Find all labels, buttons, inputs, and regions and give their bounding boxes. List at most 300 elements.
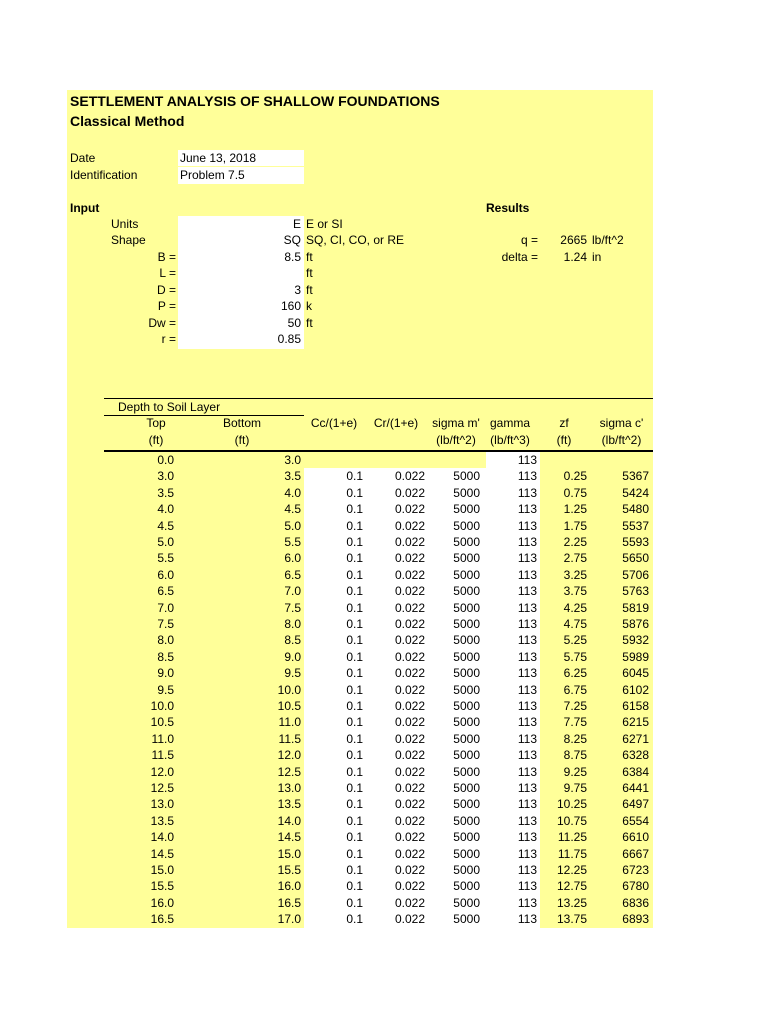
table-cell: 9.5 [284, 666, 301, 681]
table-cell: 4.5 [284, 502, 301, 517]
header-bottom-unit: (ft) [234, 433, 250, 447]
table-cell: 6497 [622, 797, 649, 812]
table-cell: 3.0 [284, 453, 301, 467]
table-cell: 5367 [622, 469, 649, 484]
table-row [67, 567, 653, 583]
table-cell[interactable]: 5000 [453, 584, 480, 599]
table-row [67, 764, 653, 780]
table-cell: 7.5 [157, 617, 174, 631]
table-cell[interactable]: 0.022 [394, 764, 425, 779]
table-cell[interactable]: 5000 [453, 797, 480, 812]
table-cell[interactable]: 0.022 [394, 518, 425, 533]
table-cell: 12.5 [277, 764, 301, 779]
table-row [67, 862, 653, 878]
table-cell[interactable]: 113 [517, 551, 537, 566]
table-cell[interactable]: 0.1 [346, 518, 363, 533]
input-unit: ft [306, 266, 313, 280]
table-cell[interactable]: 0.022 [394, 863, 425, 877]
table-row [67, 665, 653, 681]
table-cell: 6667 [622, 846, 649, 861]
table-cell[interactable]: 113 [517, 797, 537, 812]
table-cell[interactable]: 113 [517, 830, 537, 845]
input-label: L = [159, 266, 176, 280]
table-cell: 6271 [622, 731, 649, 746]
table-cell: 14.0 [150, 830, 174, 845]
table-cell: 12.0 [150, 764, 174, 779]
table-cell: 6215 [622, 715, 649, 730]
table-cell[interactable]: 0.1 [346, 469, 363, 484]
table-cell: 5819 [622, 600, 649, 615]
date-label: Date [70, 151, 96, 165]
table-cell[interactable]: 113 [517, 813, 537, 828]
table-cell[interactable]: 113 [517, 485, 537, 500]
table-cell: 10.75 [556, 813, 587, 828]
table-cell[interactable]: 5000 [453, 518, 480, 533]
table-cell[interactable]: 0.1 [346, 485, 363, 500]
table-cell[interactable]: 5000 [453, 600, 480, 615]
table-cell[interactable]: 0.022 [394, 682, 425, 697]
table-cell: 6610 [622, 830, 649, 845]
table-row [67, 846, 653, 862]
table-cell: 13.5 [150, 813, 174, 828]
table-cell[interactable]: 0.022 [394, 649, 425, 664]
table-cell[interactable]: 113 [517, 764, 537, 779]
table-cell: 5480 [622, 502, 649, 517]
table-cell[interactable]: 5000 [453, 830, 480, 845]
table-cell: 3.5 [157, 485, 174, 500]
header-sigma-m: sigma m' [432, 416, 480, 430]
table-cell[interactable]: 0.1 [346, 535, 363, 549]
table-cell: 5593 [622, 535, 649, 549]
table-cell[interactable]: 113 [517, 518, 537, 533]
table-cell: 8.5 [157, 649, 174, 664]
table-cell[interactable]: 5000 [453, 469, 480, 484]
table-cell: 13.0 [150, 797, 174, 812]
table-cell: 12.0 [277, 748, 301, 763]
table-cell: 16.0 [277, 879, 301, 894]
table-cell[interactable]: 0.1 [346, 666, 363, 681]
result-unit: lb/ft^2 [592, 233, 624, 247]
table-cell: 6384 [622, 764, 649, 779]
table-cell[interactable]: 0.022 [394, 912, 425, 927]
table-cell: 0.75 [563, 485, 587, 500]
table-cell[interactable]: 113 [517, 584, 537, 599]
table-row [67, 698, 653, 714]
table-cell: 16.5 [277, 895, 301, 910]
table-cell: 9.0 [157, 666, 174, 681]
table-cell: 12.75 [556, 879, 587, 894]
table-cell: 12.5 [150, 781, 174, 795]
input-label: Dw = [148, 316, 176, 330]
table-cell[interactable]: 113 [517, 502, 537, 517]
identification-label: Identification [70, 168, 138, 182]
header-top: Top [146, 416, 166, 430]
table-cell: 16.0 [150, 895, 174, 910]
table-row [67, 682, 653, 698]
table-cell[interactable]: 0.1 [346, 912, 363, 927]
table-cell: 14.5 [150, 846, 174, 861]
table-cell[interactable]: 0.022 [394, 535, 425, 549]
table-cell: 14.0 [277, 813, 301, 828]
table-cell: 7.0 [157, 600, 174, 615]
input-value[interactable]: 8.5 [284, 250, 301, 264]
table-cell: 2.75 [563, 551, 587, 566]
table-cell[interactable]: 0.022 [394, 485, 425, 500]
table-cell[interactable]: 0.1 [346, 699, 363, 713]
table-row [67, 796, 653, 812]
input-value[interactable]: 3 [294, 283, 301, 297]
table-cell[interactable]: 5000 [453, 699, 480, 713]
table-cell: 6554 [622, 813, 649, 828]
table-cell: 6441 [622, 781, 649, 795]
table-cell[interactable]: 5000 [453, 715, 480, 730]
table-cell[interactable]: 113 [517, 715, 537, 730]
table-row [67, 780, 653, 796]
table-cell: 6.5 [157, 584, 174, 599]
table-cell[interactable]: 113 [517, 567, 537, 582]
table-cell[interactable]: 113 [517, 879, 537, 894]
table-cell: 7.0 [284, 584, 301, 599]
input-value[interactable]: 160 [280, 299, 301, 313]
table-cell: 3.75 [563, 584, 587, 599]
table-cell[interactable]: 0.022 [394, 830, 425, 845]
header-sigma-c-unit: (lb/ft^2) [601, 433, 642, 447]
date-value: June 13, 2018 [180, 151, 257, 165]
table-cell: 8.25 [563, 731, 587, 746]
table-cell: 11.5 [151, 748, 174, 763]
table-cell: 0.25 [563, 469, 587, 484]
table-cell: 6.75 [563, 682, 587, 697]
results-heading: Results [486, 201, 530, 215]
table-cell[interactable]: 113 [517, 912, 537, 927]
table-cell[interactable]: 5000 [453, 567, 480, 582]
table-cell: 12.25 [556, 863, 587, 877]
table-cell: 15.5 [277, 863, 301, 877]
table-cell[interactable]: 5000 [453, 502, 480, 517]
table-cell: 6.25 [563, 666, 587, 681]
table-cell: 4.25 [563, 600, 587, 615]
table-cell[interactable]: 0.022 [394, 879, 425, 894]
table-cell[interactable]: 0.1 [346, 781, 363, 795]
table-row [67, 550, 653, 566]
result-label: q = [520, 233, 538, 247]
table-row [67, 714, 653, 730]
table-cell: 11.75 [557, 846, 587, 861]
table-cell: 0.0 [157, 453, 174, 467]
table-row [67, 632, 653, 648]
table-cell: 16.5 [150, 912, 174, 927]
header-zf-unit: (ft) [556, 433, 572, 447]
input-unit: k [306, 299, 312, 313]
table-cell: 15.5 [150, 879, 174, 894]
table-cell[interactable]: 0.1 [346, 649, 363, 664]
table-cell[interactable]: 0.1 [346, 846, 363, 861]
table-cell: 3.5 [284, 469, 301, 484]
table-cell[interactable]: 5000 [453, 617, 480, 631]
table-cell[interactable]: 113 [517, 633, 537, 648]
table-row [67, 452, 653, 468]
table-group-header: Depth to Soil Layer [118, 400, 221, 414]
table-cell[interactable]: 0.1 [346, 567, 363, 582]
table-cell[interactable]: 0.1 [346, 879, 363, 894]
table-cell: 5.5 [284, 535, 301, 549]
table-cell[interactable]: 113 [517, 666, 537, 681]
table-cell: 13.25 [556, 895, 587, 910]
table-cell: 5.0 [284, 518, 301, 533]
header-cc: Cc/(1+e) [310, 416, 358, 430]
input-value[interactable]: SQ [283, 233, 301, 247]
input-value[interactable]: E [292, 217, 301, 231]
table-cell: 5537 [622, 518, 649, 533]
table-cell: 8.0 [284, 617, 301, 631]
table-cell[interactable]: 5000 [453, 781, 480, 795]
table-cell[interactable]: 0.022 [394, 617, 425, 631]
table-cell[interactable]: 0.022 [394, 781, 425, 795]
table-cell[interactable]: 0.022 [394, 797, 425, 812]
table-cell: 7.75 [563, 715, 587, 730]
table-cell: 8.0 [157, 633, 174, 648]
table-row [67, 747, 653, 763]
sheet-subtitle: Classical Method [70, 113, 185, 129]
table-cell[interactable]: 0.1 [346, 813, 363, 828]
table-cell[interactable]: 113 [517, 617, 537, 631]
table-cell: 4.5 [157, 518, 174, 533]
table-cell[interactable]: 113 [517, 535, 537, 549]
table-cell: 4.75 [563, 617, 587, 631]
table-cell[interactable]: 0.022 [394, 551, 425, 566]
result-value: 2665 [560, 233, 587, 247]
table-row [67, 600, 653, 616]
table-cell: 10.5 [150, 715, 174, 730]
header-sigma-c: sigma c' [599, 416, 644, 430]
input-value[interactable]: 50 [287, 316, 301, 330]
table-cell[interactable]: 0.022 [394, 748, 425, 763]
table-cell[interactable]: 0.1 [346, 797, 363, 812]
input-label: Units [111, 217, 139, 231]
table-cell: 5424 [622, 485, 649, 500]
table-cell: 9.75 [563, 781, 587, 795]
table-cell: 4.0 [157, 502, 174, 517]
table-cell: 10.25 [556, 797, 587, 812]
table-cell[interactable]: 5000 [453, 551, 480, 566]
header-bottom: Bottom [222, 416, 261, 430]
table-cell[interactable]: 113 [517, 469, 537, 484]
table-cell[interactable]: 5000 [453, 731, 480, 746]
table-cell[interactable]: 0.1 [346, 863, 363, 877]
table-cell: 10.0 [150, 699, 174, 713]
table-row [67, 501, 653, 517]
table-cell[interactable]: 5000 [453, 813, 480, 828]
table-cell[interactable]: 0.1 [346, 731, 363, 746]
input-unit: ft [306, 316, 313, 330]
table-cell[interactable]: 113 [517, 453, 537, 467]
table-cell: 5763 [622, 584, 649, 599]
table-row [67, 731, 653, 747]
table-cell[interactable]: 0.022 [394, 600, 425, 615]
header-cr: Cr/(1+e) [373, 416, 419, 430]
table-cell[interactable]: 0.022 [394, 666, 425, 681]
table-cell[interactable]: 0.022 [394, 715, 425, 730]
table-cell[interactable]: 0.022 [394, 584, 425, 599]
table-cell[interactable]: 113 [517, 600, 537, 615]
input-label: B = [157, 250, 176, 264]
table-cell[interactable]: 113 [517, 895, 537, 910]
table-cell: 4.0 [284, 485, 301, 500]
table-row [67, 829, 653, 845]
table-cell: 9.5 [157, 682, 174, 697]
input-label: P = [157, 299, 176, 313]
table-cell: 9.0 [284, 649, 301, 664]
table-cell[interactable]: 5000 [453, 535, 480, 549]
table-cell: 9.25 [563, 764, 587, 779]
table-cell[interactable]: 5000 [453, 895, 480, 910]
input-unit: SQ, CI, CO, or RE [306, 233, 405, 247]
table-cell[interactable]: 5000 [453, 682, 480, 697]
table-cell: 6.0 [284, 551, 301, 566]
table-cell: 11.5 [278, 731, 301, 746]
table-cell: 1.75 [563, 518, 587, 533]
table-cell[interactable]: 0.1 [346, 551, 363, 566]
input-label: D = [156, 283, 176, 297]
table-cell[interactable]: 0.022 [394, 633, 425, 648]
table-cell[interactable]: 5000 [453, 485, 480, 500]
table-row [67, 649, 653, 665]
table-cell: 6.5 [284, 567, 301, 582]
table-cell: 6328 [622, 748, 649, 763]
table-row [67, 895, 653, 911]
table-cell[interactable]: 0.022 [394, 567, 425, 582]
table-cell[interactable]: 113 [517, 781, 537, 795]
table-cell: 14.5 [277, 830, 301, 845]
table-cell[interactable]: 0.1 [346, 600, 363, 615]
table-row [67, 813, 653, 829]
table-cell[interactable]: 0.022 [394, 895, 425, 910]
table-cell[interactable]: 5000 [453, 764, 480, 779]
table-cell[interactable]: 5000 [453, 879, 480, 894]
table-cell[interactable]: 0.1 [346, 895, 363, 910]
header-top-unit: (ft) [148, 433, 164, 447]
input-label: r = [161, 332, 176, 346]
table-cell: 13.0 [277, 781, 301, 795]
table-row [67, 468, 653, 484]
identification-value: Problem 7.5 [180, 168, 245, 182]
table-cell[interactable]: 0.022 [394, 846, 425, 861]
table-cell: 5650 [622, 551, 649, 566]
table-cell: 5932 [622, 633, 649, 648]
table-cell[interactable]: 113 [517, 846, 537, 861]
table-cell: 1.25 [563, 502, 587, 517]
table-cell: 6045 [622, 666, 649, 681]
table-cell[interactable]: 5000 [453, 666, 480, 681]
table-cell: 15.0 [150, 863, 174, 877]
table-cell[interactable]: 113 [517, 731, 537, 746]
result-label: delta = [501, 250, 538, 264]
header-sigma-m-unit: (lb/ft^2) [436, 433, 476, 447]
table-cell: 6836 [622, 895, 649, 910]
table-cell[interactable]: 5000 [453, 649, 480, 664]
result-unit: in [592, 250, 602, 264]
input-value[interactable]: 0.85 [277, 332, 301, 346]
table-cell[interactable]: 113 [517, 699, 537, 713]
sheet-title: SETTLEMENT ANALYSIS OF SHALLOW FOUNDATIONS [70, 93, 440, 109]
table-cell: 6780 [622, 879, 649, 894]
table-cell: 8.75 [563, 748, 587, 763]
result-value: 1.24 [563, 250, 587, 264]
table-cell: 13.5 [277, 797, 301, 812]
table-cell[interactable]: 0.022 [394, 813, 425, 828]
table-cell: 7.25 [563, 699, 587, 713]
table-cell[interactable]: 0.022 [394, 469, 425, 484]
table-cell[interactable]: 0.1 [346, 584, 363, 599]
header-zf: zf [559, 416, 569, 430]
table-cell: 7.5 [284, 600, 301, 615]
input-unit: E or SI [306, 217, 343, 231]
table-cell: 6723 [622, 863, 649, 877]
table-cell[interactable]: 5000 [453, 863, 480, 877]
table-cell[interactable]: 0.022 [394, 502, 425, 517]
table-cell: 5.5 [157, 551, 174, 566]
table-cell: 2.25 [563, 535, 587, 549]
table-cell: 6102 [622, 682, 649, 697]
table-cell[interactable]: 5000 [453, 846, 480, 861]
table-cell: 5.75 [563, 649, 587, 664]
table-cell: 15.0 [277, 846, 301, 861]
table-cell: 6.0 [157, 567, 174, 582]
table-cell[interactable]: 0.1 [346, 830, 363, 845]
table-cell: 10.0 [277, 682, 301, 697]
table-cell[interactable]: 0.1 [346, 502, 363, 517]
table-cell: 3.0 [157, 469, 174, 484]
table-cell: 3.25 [563, 567, 587, 582]
table-cell[interactable]: 113 [517, 748, 537, 763]
table-cell: 10.5 [277, 699, 301, 713]
table-row [67, 485, 653, 501]
table-cell[interactable]: 0.1 [346, 617, 363, 631]
table-cell[interactable]: 0.022 [394, 731, 425, 746]
table-cell[interactable]: 113 [517, 649, 537, 664]
table-cell: 11.0 [151, 731, 174, 746]
input-label: Shape [111, 233, 146, 247]
table-cell: 11.25 [557, 830, 587, 845]
table-cell[interactable]: 5000 [453, 748, 480, 763]
table-cell[interactable]: 0.1 [346, 764, 363, 779]
table-cell[interactable]: 113 [517, 682, 537, 697]
table-row [67, 518, 653, 534]
table-cell: 5.0 [157, 535, 174, 549]
table-cell: 6158 [622, 699, 649, 713]
table-row [67, 534, 653, 550]
table-cell: 5706 [622, 567, 649, 582]
table-row [67, 911, 653, 927]
table-cell: 5.25 [563, 633, 587, 648]
table-cell[interactable]: 0.1 [346, 682, 363, 697]
table-cell[interactable]: 5000 [453, 633, 480, 648]
table-cell: 11.0 [278, 715, 301, 730]
table-cell[interactable]: 0.1 [346, 748, 363, 763]
table-cell[interactable]: 5000 [453, 912, 480, 927]
table-cell: 5989 [622, 649, 649, 664]
table-cell: 17.0 [277, 912, 301, 927]
table-cell[interactable]: 0.1 [346, 715, 363, 730]
table-cell[interactable]: 113 [517, 863, 537, 877]
table-cell[interactable]: 0.1 [346, 633, 363, 648]
table-row [67, 616, 653, 632]
table-cell[interactable]: 0.022 [394, 699, 425, 713]
header-gamma-unit: (lb/ft^3) [490, 433, 530, 447]
header-gamma: gamma [489, 416, 530, 430]
input-heading: Input [70, 201, 100, 215]
table-cell: 8.5 [284, 633, 301, 648]
